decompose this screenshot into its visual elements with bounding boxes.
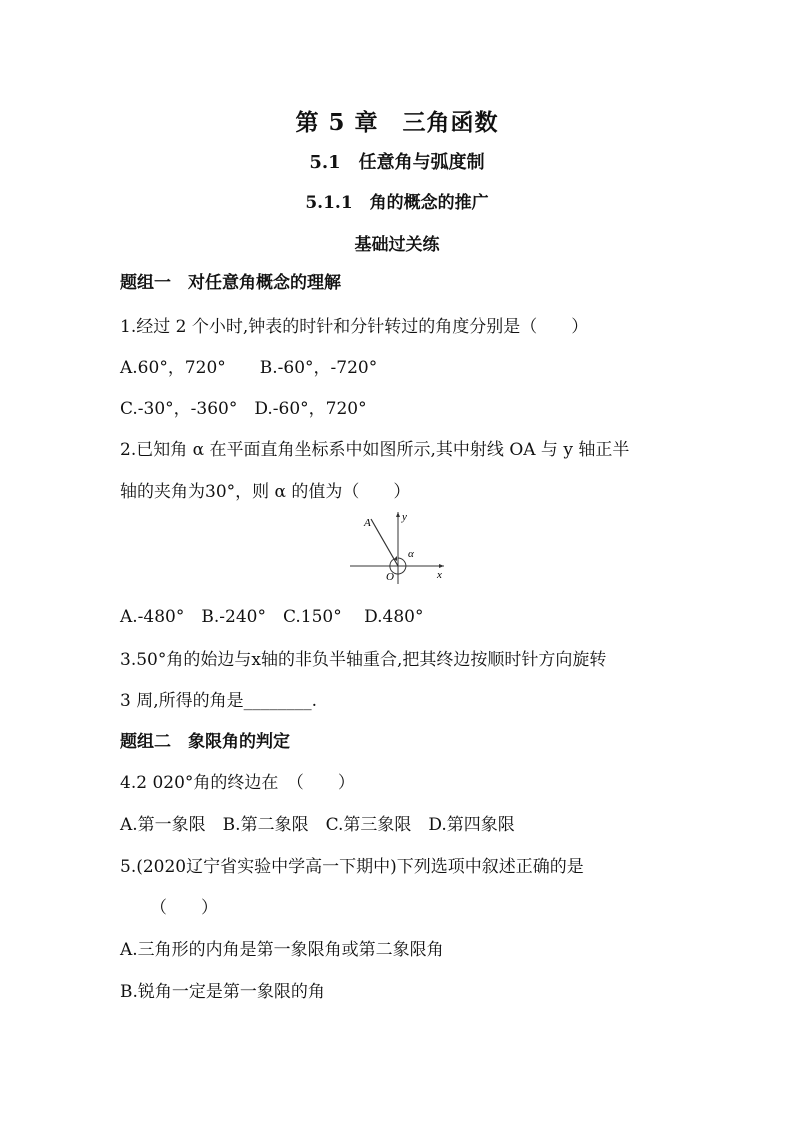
label-a: A	[364, 517, 371, 529]
question-5-option-b: B.锐角一定是第一象限的角	[120, 982, 325, 1002]
y-axis-arrow	[396, 512, 400, 517]
chapter-title: 第 5 章 三角函数	[295, 109, 499, 136]
question-5-stem-line2: （ ）	[150, 898, 218, 918]
label-o: O	[386, 571, 394, 583]
angle-diagram	[350, 510, 446, 586]
section-title: 5.1 任意角与弧度制	[309, 152, 485, 173]
question-3-stem-line1: 3.50°角的始边与x轴的非负半轴重合,把其终边按顺时针方向旋转	[120, 650, 607, 670]
question-2-stem-line2: 轴的夹角为30°，则 α 的值为（ ）	[120, 482, 411, 502]
label-alpha: α	[408, 548, 414, 560]
question-5-option-a: A.三角形的内角是第一象限角或第二象限角	[120, 940, 444, 960]
subsection-title: 5.1.1 角的概念的推广	[305, 193, 489, 213]
label-y: y	[402, 511, 407, 523]
group-title-1: 题组一 对任意角概念的理解	[120, 273, 341, 293]
question-3-stem-line2: 3 周,所得的角是________.	[120, 691, 318, 711]
x-axis-arrow	[439, 564, 444, 568]
label-x: x	[437, 569, 442, 581]
question-1-options-cd: C.-30°，-360° D.-60°，720°	[120, 399, 367, 419]
question-2-stem-line1: 2.已知角 α 在平面直角坐标系中如图所示,其中射线 OA 与 y 轴正半	[120, 440, 630, 460]
group-title-2: 题组二 象限角的判定	[120, 732, 290, 752]
question-2-options: A.-480° B.-240° C.150° D.480°	[120, 607, 424, 627]
question-4-stem: 4.2 020°角的终边在 （ ）	[120, 773, 355, 793]
practice-title: 基础过关练	[354, 235, 440, 255]
question-1-options-ab: A.60°，720° B.-60°，-720°	[120, 358, 378, 378]
question-4-options: A.第一象限 B.第二象限 C.第三象限 D.第四象限	[120, 815, 515, 835]
question-1-stem: 1.经过 2 个小时,钟表的时针和分针转过的角度分别是（ ）	[120, 317, 589, 337]
question-5-stem-line1: 5.(2020辽宁省实验中学高一下期中)下列选项中叙述正确的是	[120, 857, 584, 877]
